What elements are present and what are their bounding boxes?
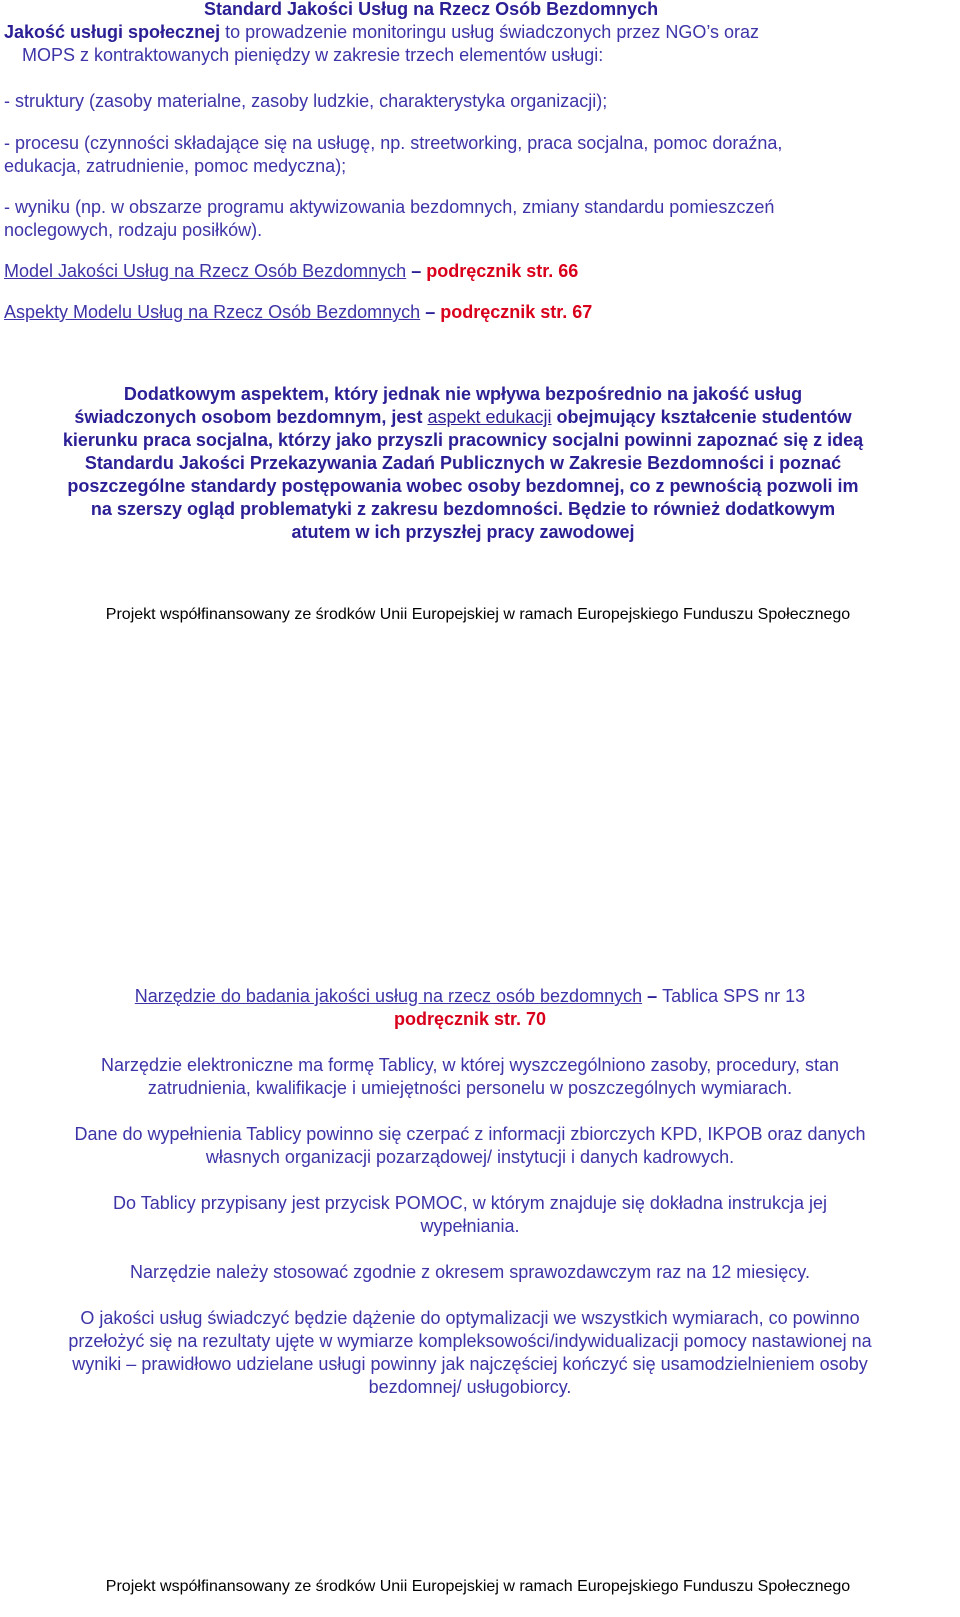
dash: – bbox=[420, 302, 441, 322]
dash: – bbox=[406, 261, 427, 281]
item-process: - procesu (czynności składające się na usługę, np. streetworking, praca socjalna, pomoc doraźna, bbox=[4, 133, 783, 153]
para-line: Standardu Jakości Przekazywania Zadań Publicznych w Zakresie Bezdomności i poznać bbox=[84, 453, 842, 473]
item-structure: - struktury (zasoby materialne, zasoby ludzkie, charakterystyka organizacji); bbox=[4, 91, 608, 111]
model-ref: podręcznik str. 66 bbox=[426, 261, 579, 281]
intro-bold: Jakość usługi społecznej bbox=[4, 22, 221, 42]
para-line: kierunku praca socjalna, którzy jako przyszli pracownicy socjalni powinni zapoznać się z ideą bbox=[62, 430, 864, 450]
tool-link[interactable]: Narzędzie do badania jakości usług na rzecz osób bezdomnych bbox=[134, 986, 643, 1006]
education-aspect-link[interactable]: aspekt edukacji bbox=[427, 407, 552, 427]
aspects-link[interactable]: Aspekty Modelu Usług na Rzecz Osób Bezdomnych bbox=[4, 302, 421, 322]
footer-1: Projekt współfinansowany ze środków Unii Europejskiej w ramach Europejskiego Funduszu Społecznego bbox=[105, 606, 851, 623]
dash: – bbox=[642, 986, 663, 1006]
model-link-line bbox=[4, 260, 578, 283]
tool-para-2: Dane do wypełnienia Tablicy powinno się czerpać z informacji zbiorczych KPD, IKPOB oraz danych własnych organizacji pozarządowej/ instytucji i danych kadrowych. bbox=[74, 1124, 866, 1167]
aspects-link-line bbox=[4, 301, 592, 324]
tool-table: Tablica SPS nr 13 bbox=[662, 986, 806, 1006]
para-line: na szerszy ogląd problematyki z zakresu bezdomności. Będzie to również dodatkowym bbox=[90, 499, 836, 519]
tool-line bbox=[0, 985, 940, 1008]
tool-para-3: Do Tablicy przypisany jest przycisk POMOC, w którym znajduje się dokładna instrukcja jej wypełniania. bbox=[113, 1193, 827, 1236]
tool-para-4: Narzędzie należy stosować zgodnie z okresem sprawozdawczym raz na 12 miesięcy. bbox=[130, 1262, 810, 1282]
item-result: - wyniku (np. w obszarze programu aktywizowania bezdomnych, zmiany standardu pomieszczeń bbox=[4, 197, 775, 217]
aspects-ref: podręcznik str. 67 bbox=[440, 302, 593, 322]
page-title: Standard Jakości Usług na Rzecz Osób Bezdomnych bbox=[204, 0, 659, 19]
para-line: poszczególne standardy postępowania wobec osoby bezdomnej, co z pewnością pozwoli im bbox=[67, 476, 859, 496]
item-process-cont: edukacja, zatrudnienie, pomoc medyczna); bbox=[4, 156, 347, 176]
tool-para-1: Narzędzie elektroniczne ma formę Tablicy, w której wyszczególniono zasoby, procedury, stan zatrudnienia, kwalifikacje i umiejętności personelu w poszczególnych wymiarach. bbox=[101, 1055, 839, 1098]
model-link[interactable]: Model Jakości Usług na Rzecz Osób Bezdomnych bbox=[4, 261, 407, 281]
intro-line-2: MOPS z kontraktowanych pieniędzy w zakresie trzech elementów usługi: bbox=[22, 45, 604, 65]
para-line: atutem w ich przyszłej pracy zawodowej bbox=[291, 522, 635, 542]
para-line: świadczonych osobom bezdomnym, jest aspekt edukacji obejmujący kształcenie studentów bbox=[74, 407, 852, 427]
footer-2: Projekt współfinansowany ze środków Unii Europejskiej w ramach Europejskiego Funduszu Społecznego bbox=[105, 1578, 851, 1595]
item-result-cont: noclegowych, rodzaju posiłków). bbox=[4, 220, 263, 240]
intro-rest: to prowadzenie monitoringu usług świadczonych przez NGO’s oraz bbox=[220, 22, 760, 42]
tool-para-5: O jakości usług świadczyć będzie dążenie do optymalizacji we wszystkich wymiarach, co powinno przełożyć się na rezultaty ujęte w wymiarze kompleksowości/indywidualizacji pomocy nastawionej na wyniki – prawidłowo udzielane usługi powinny jak najczęściej kończyć się usamodzielnieniem osoby bezdomnej/ usługobiorcy. bbox=[68, 1308, 872, 1397]
tool-ref: podręcznik str. 70 bbox=[393, 1009, 547, 1029]
education-paragraph bbox=[0, 383, 926, 544]
para-line: Dodatkowym aspektem, który jednak nie wpływa bezpośrednio na jakość usług bbox=[123, 384, 803, 404]
intro-line-1 bbox=[4, 21, 759, 44]
